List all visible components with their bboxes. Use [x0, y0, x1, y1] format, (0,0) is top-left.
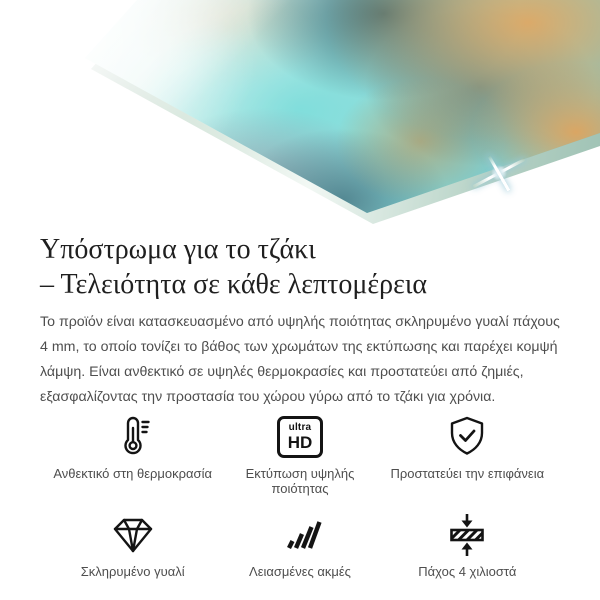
product-image: [0, 0, 600, 228]
feature-label: Λειασμένες ακμές: [249, 564, 351, 579]
feature-grid: [40, 414, 560, 579]
feature-polished-edges: [216, 512, 383, 579]
ultra-hd-text-bottom: HD: [287, 433, 313, 452]
product-description: Το προϊόν είναι κατασκευασμένο από υψηλής ποιότητας σκληρυμένο γυαλί πάχους 4 mm, το οποίο τονίζει το βάθος των χρωμάτων της εκτύπωσης και παρέχει κομψή λάμψη. Είναι ανθεκτικό σε υψηλές θερμοκρασίες και προστατεύει από ζημιές, εξασφαλίζοντας την προστασία του χώρου γύρω από το τζάκι για χρόνια.: [40, 314, 560, 405]
feature-label: Σκληρυμένο γυαλί: [80, 564, 185, 579]
polished-edges-icon: [276, 512, 324, 558]
ultra-hd-icon: [277, 414, 323, 460]
thickness-icon: [443, 512, 491, 558]
title-line-2: – Τελειότητα σε κάθε λεπτομέρεια: [40, 269, 428, 300]
feature-label: Εκτύπωση υψηλής ποιότητας: [245, 466, 355, 496]
title-line-1: Υπόστρωμα για το τζάκι: [40, 234, 316, 265]
page-title: [40, 232, 560, 302]
feature-surface-protection: [384, 414, 551, 496]
feature-label: Πάχος 4 χιλιοστά: [418, 564, 517, 579]
feature-tempered-glass: [49, 512, 216, 579]
shield-check-icon: [443, 414, 491, 460]
ultra-hd-text-top: ultra: [288, 422, 312, 433]
diamond-icon: [109, 512, 157, 558]
feature-label: Προστατεύει την επιφάνεια: [390, 466, 545, 481]
feature-label: Ανθεκτικό στη θερμοκρασία: [53, 466, 212, 481]
feature-temperature: [49, 414, 216, 496]
content-section: [0, 232, 600, 579]
thermometer-icon: [109, 414, 157, 460]
feature-thickness: [384, 512, 551, 579]
feature-print-quality: [216, 414, 383, 496]
glass-panel-artwork: [0, 0, 600, 228]
